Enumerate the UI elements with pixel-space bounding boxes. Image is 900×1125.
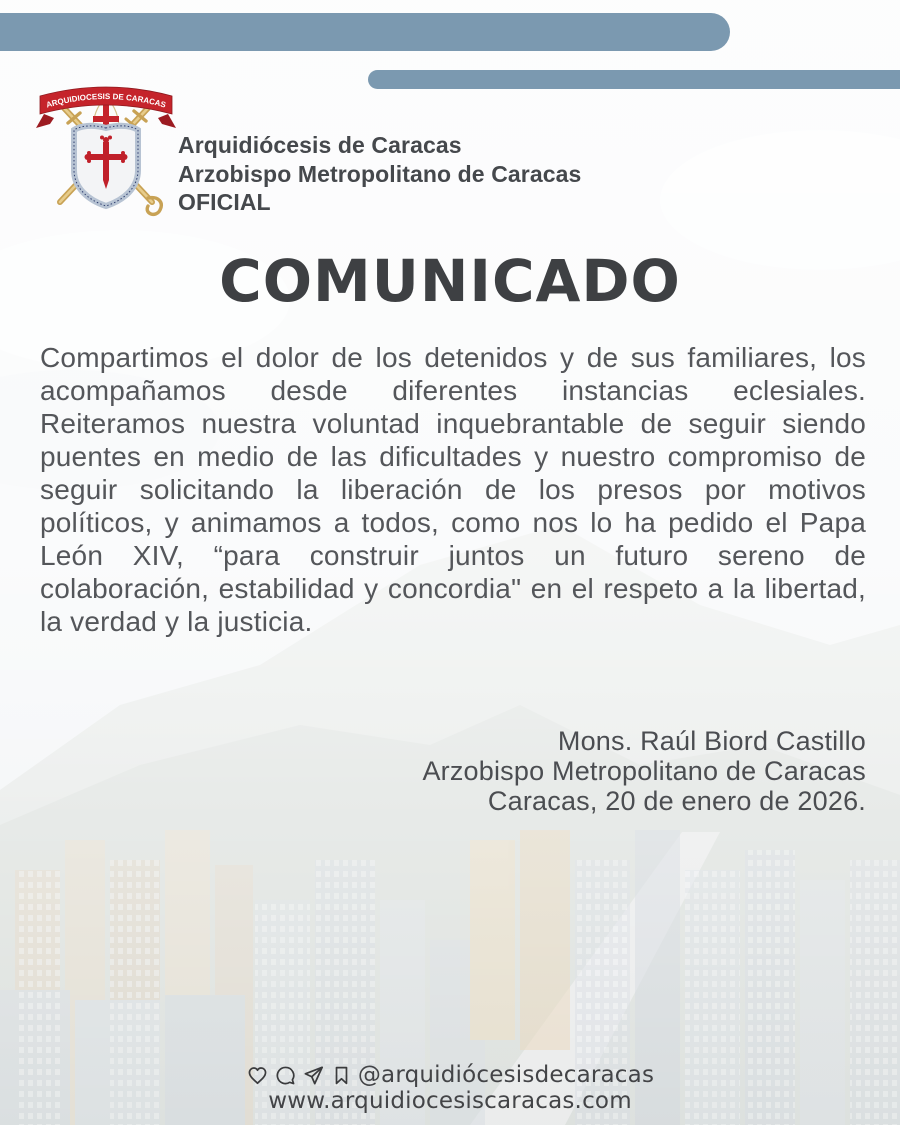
top-accent-bar-secondary <box>368 70 900 89</box>
signature-dateline: Caracas, 20 de enero de 2026. <box>487 786 866 816</box>
crest-shield <box>74 126 138 206</box>
crest-banner-text: ARQUIDIOCESIS DE CARACAS <box>45 91 167 110</box>
website-url: www.arquidiocesiscaracas.com <box>268 1088 632 1114</box>
communique-body: Compartimos el dolor de los detenidos y de sus familiares, los acompañamos desde diferentes instancias eclesiales. Reiteramos nuestra voluntad inquebrantable de seguir siendo puentes en medio de las dificultades y nuestro compromiso de seguir solicitando la liberación de los presos por motivos políticos, y animamos a todos, como nos lo ha pedido el Papa León XIV, “para construir juntos un futuro sereno de colaboración, estabilidad y concordia" en el respeto a la libertad, la verdad y la justicia. <box>40 342 866 637</box>
social-icons-row <box>0 1062 900 1088</box>
top-accent-bar-primary <box>0 13 730 51</box>
heart-icon <box>246 1064 269 1087</box>
signature-title: Arzobispo Metropolitano de Caracas <box>422 756 866 786</box>
social-handle: @arquidiócesisdecaracas <box>357 1062 655 1088</box>
footer <box>0 1062 900 1114</box>
header-org-name: Arquidiócesis de Caracas <box>178 132 462 158</box>
archdiocese-crest <box>36 84 176 220</box>
bookmark-icon <box>330 1064 353 1087</box>
comment-icon <box>274 1064 297 1087</box>
signature-block <box>422 726 866 816</box>
crest-graphic <box>36 84 176 220</box>
send-icon <box>302 1064 325 1087</box>
page-title: COMUNICADO <box>219 247 681 315</box>
signature-name: Mons. Raúl Biord Castillo <box>557 726 866 756</box>
header-official-label: OFICIAL <box>178 189 271 215</box>
header-org-block <box>178 131 581 217</box>
header-org-title: Arzobispo Metropolitano de Caracas <box>178 160 582 187</box>
